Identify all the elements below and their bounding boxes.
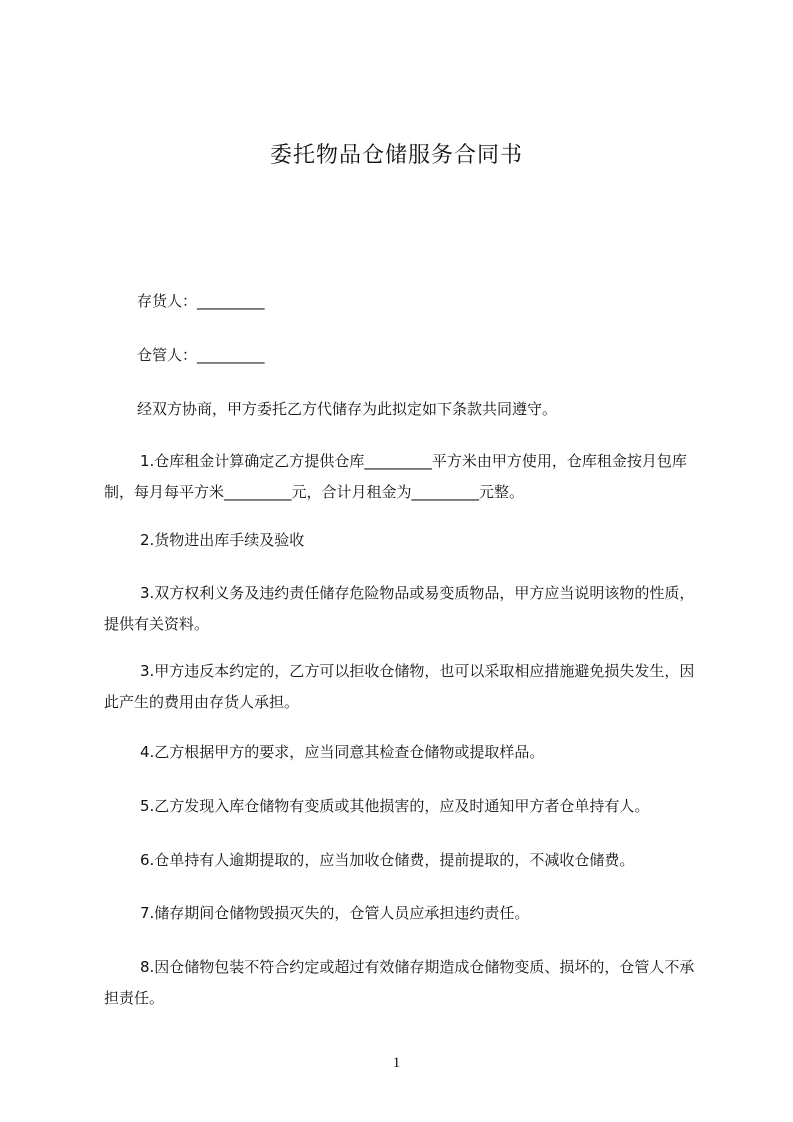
keeper-field: 仓管人：_________ — [137, 346, 265, 364]
clause-rights: 3.双方权利义务及违约责任储存危险物品或易变质物品，甲方应当说明该物的性质，提供有关资料。 — [104, 584, 695, 633]
intro-paragraph: 经双方协商，甲方委托乙方代储存为此拟定如下条款共同遵守。 — [137, 400, 558, 418]
clause-loss: 7.储存期间仓储物毁损灭失的，仓管人员应承担违约责任。 — [140, 904, 530, 922]
clause-damage-notice: 5.乙方发现入库仓储物有变质或其他损害的，应及时通知甲方者仓单持有人。 — [140, 797, 650, 815]
clause-rent: 1.仓库租金计算确定乙方提供仓库_________平方米由甲方使用，仓库租金按月包库制，每月每平方米_________元，合计月租金为_________元整。 — [104, 452, 687, 501]
clause-overdue: 6.仓单持有人逾期提取的，应当加收仓储费，提前提取的，不减收仓储费。 — [140, 851, 635, 869]
page-number: 1 — [392, 1055, 401, 1071]
document-title: 委托物品仓储服务合同书 — [269, 143, 523, 168]
clause-packaging: 8.因仓储物包装不符合约定或超过有效储存期造成仓储物变质、损坏的，仓管人不承担责任。 — [104, 958, 695, 1007]
clause-inspection: 4.乙方根据甲方的要求，应当同意其检查仓储物或提取样品。 — [140, 743, 545, 761]
depositor-field: 存货人：_________ — [137, 292, 265, 310]
clause-in-out: 2.货物进出库手续及验收 — [140, 531, 305, 549]
clause-violation: 3.甲方违反本约定的，乙方可以拒收仓储物，也可以采取相应措施避免损失发生，因此产生的费用由存货人承担。 — [104, 662, 695, 711]
